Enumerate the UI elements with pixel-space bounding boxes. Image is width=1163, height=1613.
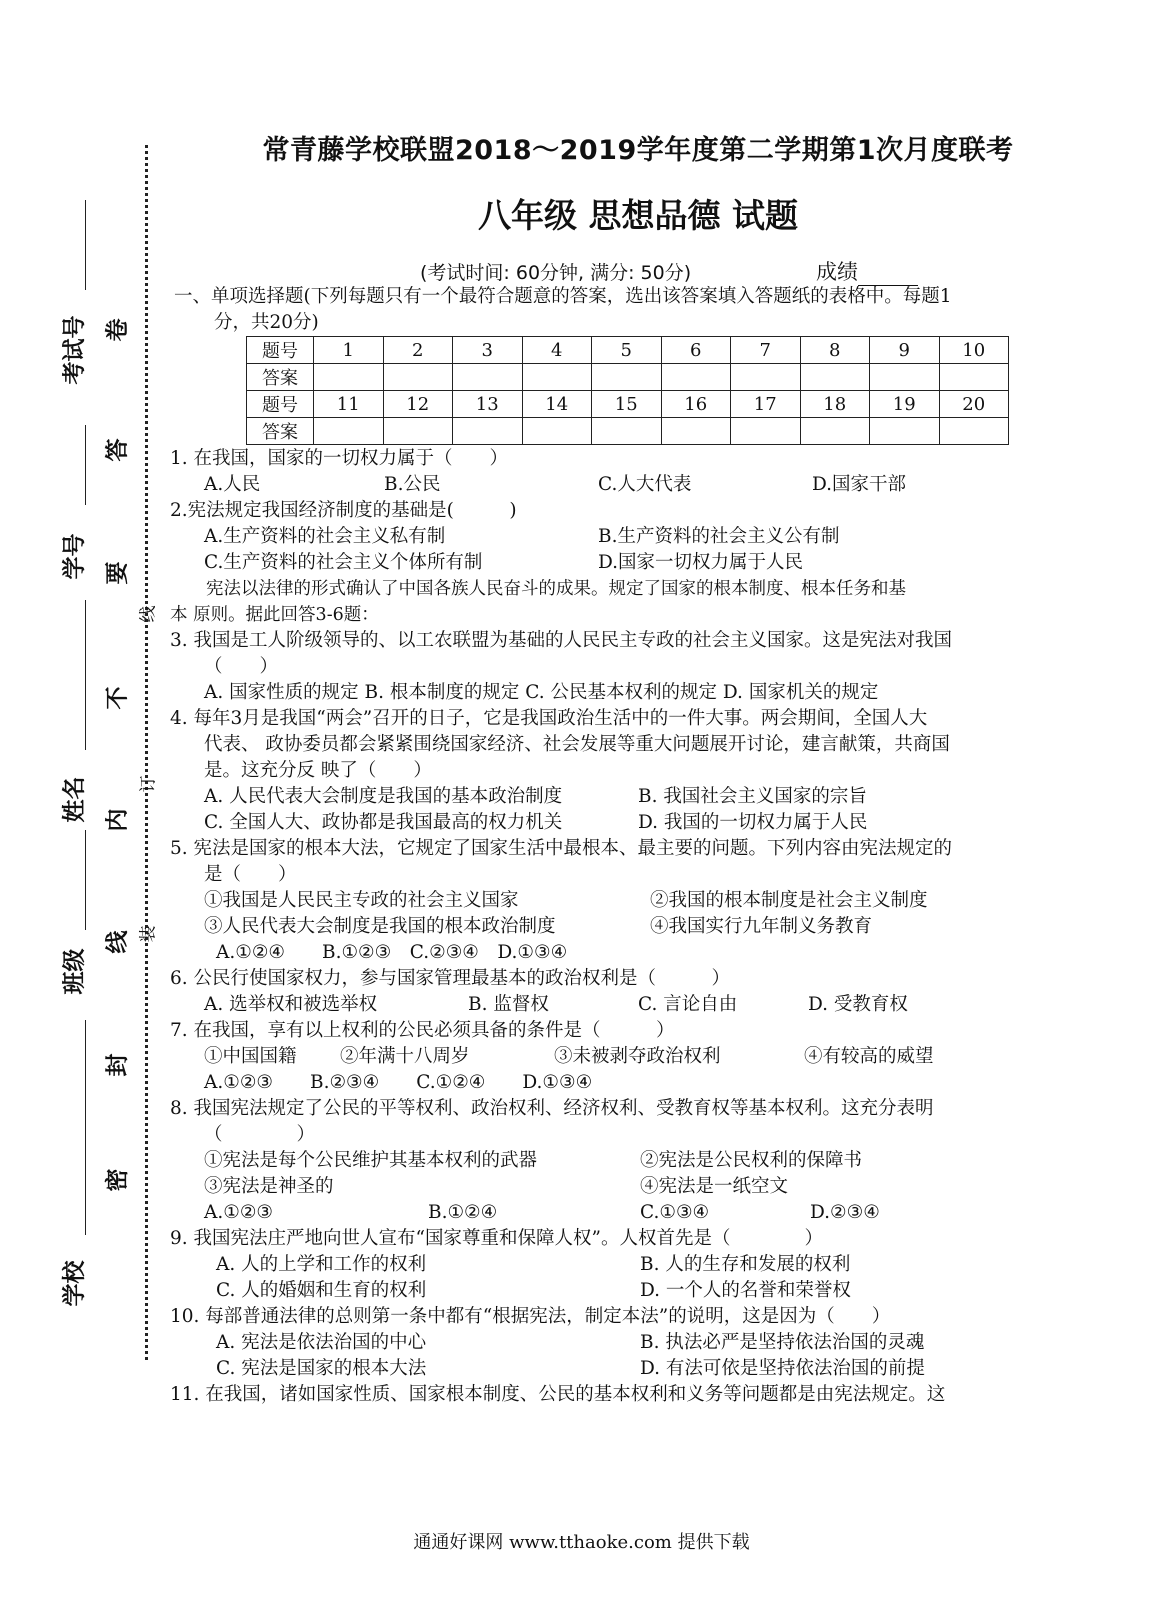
seal-word-8: 密 [104, 1168, 131, 1192]
table-row-label: 题号 [247, 391, 314, 418]
question-6-options: A. 选举权和被选举权 B. 监督权 C. 言论自由 D. 受教育权 [204, 994, 908, 1015]
question-2-options-cd: C.生产资料的社会主义个体所有制 D.国家一切权力属于人民 [204, 552, 804, 573]
seal-word-4: 不 [104, 686, 131, 710]
field-label-exam-number: 考试号 [61, 315, 88, 385]
question-number-cell: 9 [870, 337, 940, 364]
binding-word-1: 线 [138, 605, 159, 623]
question-number-cell: 19 [870, 391, 940, 418]
field-line-name [85, 600, 86, 750]
question-number-cell: 15 [592, 391, 662, 418]
field-line-exam-number [85, 200, 86, 290]
question-10-options-ab: A. 宪法是依法治国的中心 B. 执法必严是坚持依法治国的灵魂 [216, 1332, 925, 1353]
binding-word-3: 装 [138, 925, 159, 943]
question-4-cont2: 是。这充分反 映了（ ） [204, 760, 432, 781]
question-7-options: A.①②③ B.②③④ C.①②④ D.①③④ [204, 1072, 593, 1093]
section-heading-cont: 分，共20分) [214, 312, 319, 333]
question-5-statements-12: ①我国是人民民主专政的社会主义国家 ②我国的根本制度是社会主义制度 [204, 890, 928, 911]
question-1-options: A.人民 B.公民 C.人大代表 D.国家干部 [204, 474, 907, 495]
seal-word-7: 封 [104, 1053, 131, 1077]
table-row-label: 答案 [247, 364, 314, 391]
question-number-cell: 1 [314, 337, 384, 364]
question-9-options-ab: A. 人的上学和工作的权利 B. 人的生存和发展的权利 [216, 1254, 851, 1275]
question-number-cell: 14 [522, 391, 592, 418]
field-label-name: 姓名 [61, 776, 88, 823]
question-number-cell: 20 [939, 391, 1009, 418]
field-line-class [85, 830, 86, 930]
question-number-cell: 13 [453, 391, 523, 418]
question-4-options-cd: C. 全国人大、政协都是我国最高的权力机关 D. 我国的一切权力属于人民 [204, 812, 868, 833]
field-line-student-id [85, 425, 86, 505]
question-number-cell: 11 [314, 391, 384, 418]
question-9-options-cd: C. 人的婚姻和生育的权利 D. 一个人的名誉和荣誉权 [216, 1280, 851, 1301]
question-3-options: A. 国家性质的规定 B. 根本制度的规定 C. 公民基本权利的规定 D. 国家机关的规定 [204, 682, 879, 703]
question-number-cell: 6 [661, 337, 731, 364]
question-8-statements-12: ①宪法是每个公民维护其基本权利的武器 ②宪法是公民权利的保障书 [204, 1150, 863, 1171]
question-number-cell: 16 [661, 391, 731, 418]
question-4-cont: 代表、 政协委员都会紧紧围绕国家经济、社会发展等重大问题展开讨论，建言献策，共商国 [204, 734, 950, 755]
question-1: 1. 在我国，国家的一切权力属于（ ） [170, 448, 509, 469]
score-field [816, 256, 918, 286]
question-number-cell: 10 [939, 337, 1009, 364]
question-9: 9. 我国宪法庄严地向世人宣布“国家尊重和保障人权”。人权首先是（ ） [170, 1228, 823, 1249]
table-row-label: 题号 [247, 337, 314, 364]
question-6: 6. 公民行使国家权力，参与国家管理最基本的政治权利是（ ） [170, 968, 731, 989]
question-4-options-ab: A. 人民代表大会制度是我国的基本政治制度 B. 我国社会主义国家的宗旨 [204, 786, 867, 807]
question-8-bracket: （ ） [204, 1124, 316, 1145]
question-number-cell: 7 [731, 337, 801, 364]
question-number-cell: 8 [800, 337, 870, 364]
seal-word-1: 卷 [104, 318, 131, 342]
page-footer: 通通好课网 www.tthaoke.com 提供下载 [413, 1532, 750, 1553]
question-8: 8. 我国宪法规定了公民的平等权利、政治权利、经济权利、受教育权等基本权利。这充分表明 [170, 1098, 934, 1119]
score-label: 成绩 [816, 260, 858, 284]
question-3-bracket: （ ） [204, 656, 279, 677]
table-spacer [170, 336, 1080, 446]
question-number-cell: 17 [731, 391, 801, 418]
question-10: 10. 每部普通法律的总则第一条中都有“根据宪法，制定本法”的说明，这是因为（ ） [170, 1306, 891, 1327]
field-label-class: 班级 [61, 948, 88, 995]
binding-word-2: 订 [138, 775, 159, 793]
question-number-cell: 2 [383, 337, 453, 364]
field-label-school: 学校 [61, 1260, 88, 1307]
question-4: 4. 每年3月是我国“两会”召开的日子，它是我国政治生活中的一件大事。两会期间，全国人大 [170, 708, 928, 729]
field-line-school [85, 1020, 86, 1235]
question-number-cell: 4 [522, 337, 592, 364]
question-10-options-cd: C. 宪法是国家的根本大法 D. 有法可依是坚持依法治国的前提 [216, 1358, 925, 1379]
table-row-label: 答案 [247, 418, 314, 445]
section-heading: 一、单项选择题(下列每题只有一个最符合题意的答案，选出该答案填入答题纸的表格中。每题1 [174, 286, 952, 307]
field-label-student-id: 学号 [61, 533, 88, 580]
question-5-cont: 是（ ） [204, 864, 297, 885]
question-5: 5. 宪法是国家的根本大法，它规定了国家生活中最根本、最主要的问题。下列内容由宪法规定的 [170, 838, 953, 859]
question-number-cell: 12 [383, 391, 453, 418]
question-5-options: A.①②④ B.①②③ C.②③④ D.①③④ [216, 942, 568, 963]
seal-word-3: 要 [104, 561, 131, 585]
score-blank[interactable] [858, 265, 918, 286]
seal-word-6: 线 [104, 930, 131, 954]
binding-dotted-line [145, 145, 148, 1360]
question-7: 7. 在我国，享有以上权利的公民必须具备的条件是（ ） [170, 1020, 675, 1041]
question-number-cell: 3 [453, 337, 523, 364]
exam-body [170, 284, 1080, 1408]
exam-info: (考试时间: 60分钟, 满分: 50分) [420, 262, 692, 284]
material-text-cont: 本 原则。据此回答3-6题： [170, 605, 379, 625]
seal-word-5: 内 [104, 808, 131, 832]
exam-title: 常青藤学校联盟2018～2019学年度第二学期第1次月度联考 [262, 135, 1014, 166]
question-number-cell: 18 [800, 391, 870, 418]
question-7-statements: ①中国国籍 ②年满十八周岁 ③未被剥夺政治权利 ④有较高的威望 [204, 1046, 934, 1067]
question-number-cell: 5 [592, 337, 662, 364]
question-2-options-ab: A.生产资料的社会主义私有制 B.生产资料的社会主义公有制 [204, 526, 840, 547]
exam-subtitle: 八年级 思想品德 试题 [478, 196, 798, 235]
question-3: 3. 我国是工人阶级领导的、以工农联盟为基础的人民民主专政的社会主义国家。这是宪法对我国 [170, 630, 953, 651]
question-2: 2.宪法规定我国经济制度的基础是( ) [170, 500, 517, 521]
material-text: 宪法以法律的形式确认了中国各族人民奋斗的成果。规定了国家的根本制度、根本任务和基 [206, 579, 906, 599]
question-8-options: A.①②③ B.①②④ C.①③④ D.②③④ [204, 1202, 880, 1223]
question-11: 11. 在我国，诸如国家性质、国家根本制度、公民的基本权利和义务等问题都是由宪法规定。这 [170, 1384, 946, 1405]
question-5-statements-34: ③人民代表大会制度是我国的根本政治制度 ④我国实行九年制义务教育 [204, 916, 873, 937]
seal-word-2: 答 [104, 438, 131, 462]
question-8-statements-34: ③宪法是神圣的 ④宪法是一纸空文 [204, 1176, 789, 1197]
